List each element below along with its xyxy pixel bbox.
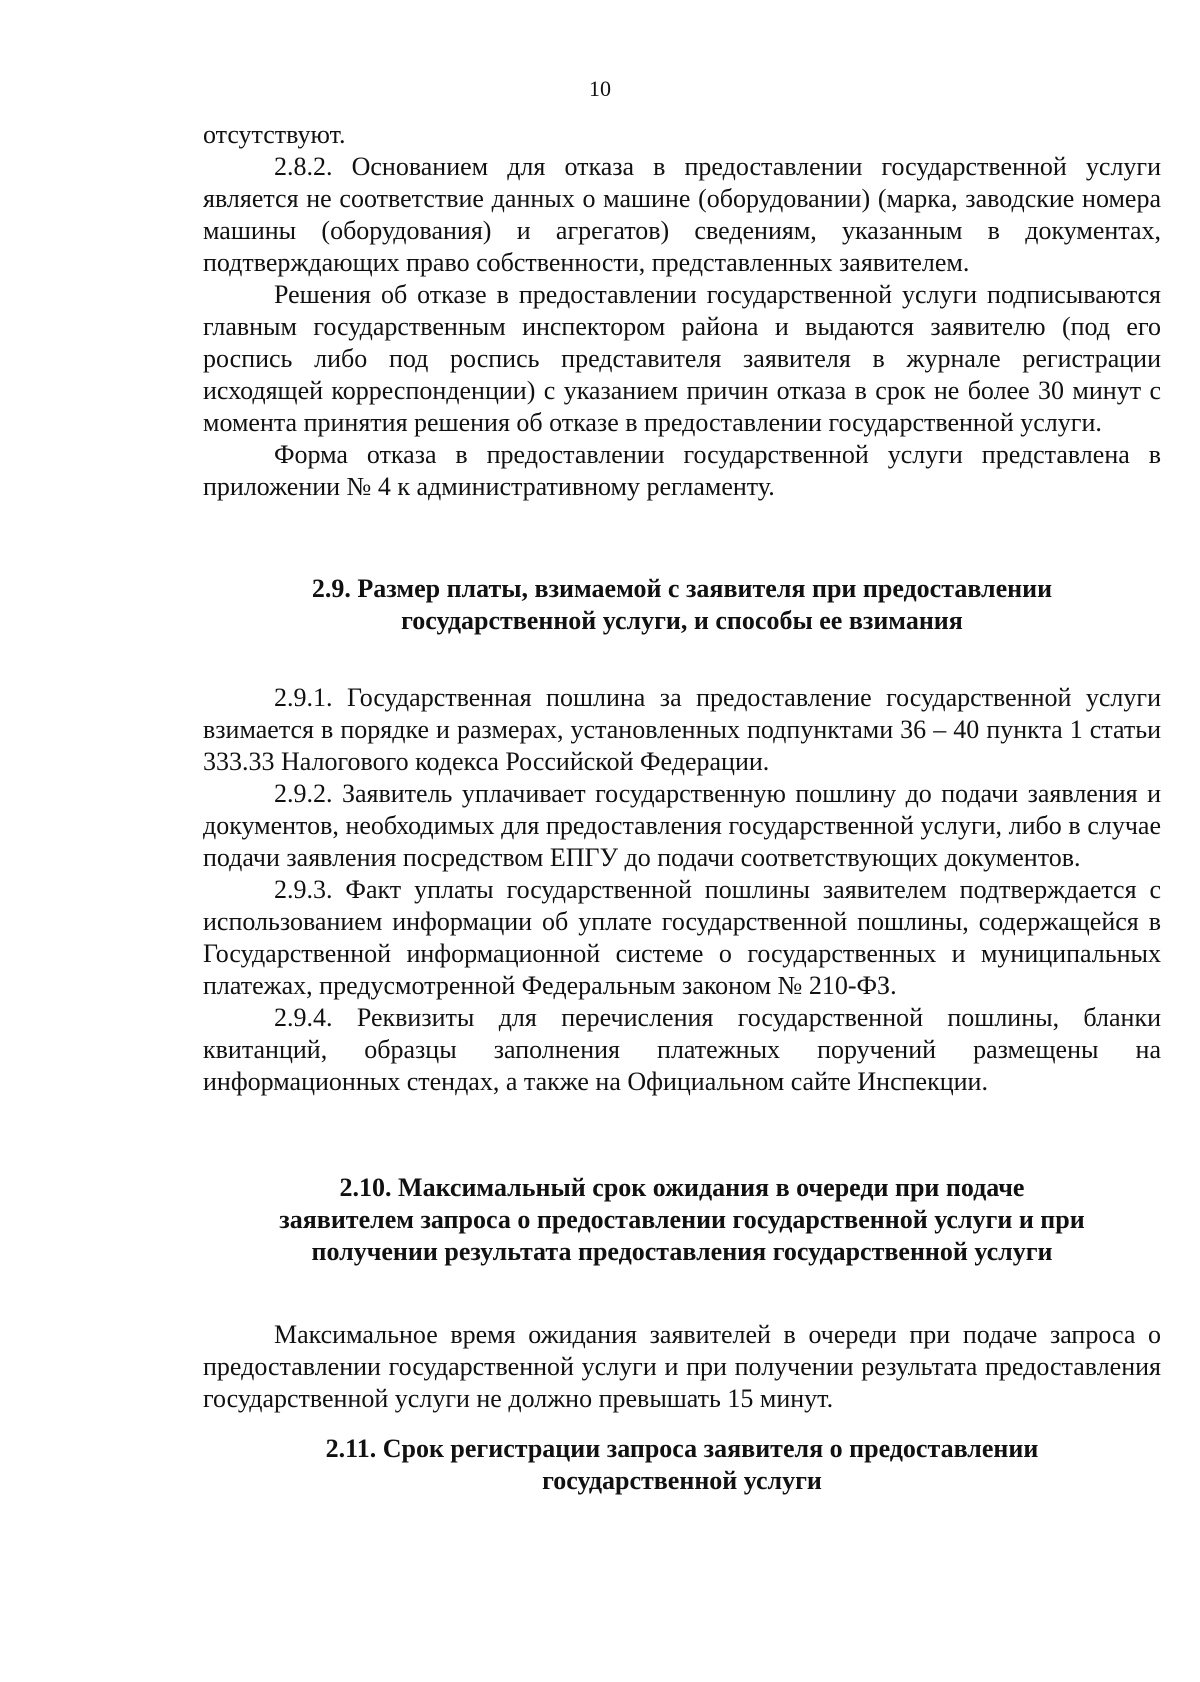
page-number: 10 [589, 76, 611, 101]
paragraph-2-9-4: 2.9.4. Реквизиты для перечисления государственной пошлины, бланки квитанций, образцы заполнения платежных поручений размещены на информационных стендах, а также на Официальном сайте Инспекции. [203, 1003, 1161, 1096]
heading-2-10-line-2: заявителем запроса о предоставлении государственной услуги и при [279, 1205, 1085, 1234]
heading-2-11 [203, 1433, 1161, 1497]
heading-2-9-line-2: государственной услуги, и способы ее взимания [401, 606, 963, 635]
heading-2-11-line-2: государственной услуги [542, 1466, 822, 1495]
paragraph-refusal-decisions: Решения об отказе в предоставлении государственной услуги подписываются главным государственным инспектором района и выдаются заявителю (под его роспись либо под роспись представителя заявителя в журнале регистрации исходящей корреспонденции) с указанием причин отказа в срок не более 30 минут с момента принятия решения об отказе в предоставлении государственной услуги. [203, 280, 1161, 437]
heading-2-9-line-1: 2.9. Размер платы, взимаемой с заявителя при предоставлении [311, 574, 1053, 603]
heading-2-9 [203, 573, 1161, 637]
paragraph-continuation: отсутствуют. [203, 120, 346, 149]
paragraph-2-8-2: 2.8.2. Основанием для отказа в предоставлении государственной услуги является не соответствие данных о машине (оборудовании) (марка, заводские номера машины (оборудования) и агрегатов) сведениям, указанным в документах, подтверждающих право собственности, представленных заявителем. [203, 152, 1161, 277]
section-2-10-text [203, 1319, 1161, 1415]
section-2-9-text [203, 682, 1161, 1098]
paragraph-refusal-form: Форма отказа в предоставлении государственной услуги представлена в приложении № 4 к административному регламенту. [203, 440, 1161, 501]
paragraph-2-9-3: 2.9.3. Факт уплаты государственной пошлины заявителем подтверждается с использованием информации об уплате государственной пошлины, содержащейся в Государственной информационной системе о государственных и муниципальных платежах, предусмотренной Федеральным законом № 210-ФЗ. [203, 875, 1161, 1000]
section-2-8-text [203, 119, 1161, 503]
heading-2-10-line-3: получении результата предоставления государственной услуги [311, 1237, 1053, 1266]
paragraph-max-waiting-time: Максимальное время ожидания заявителей в очереди при подаче запроса о предоставлении государственной услуги и при получении результата предоставления государственной услуги не должно превышать 15 минут. [203, 1320, 1161, 1413]
paragraph-2-9-2: 2.9.2. Заявитель уплачивает государственную пошлину до подачи заявления и документов, необходимых для предоставления государственной услуги, либо в случае подачи заявления посредством ЕПГУ до подачи соответствующих документов. [203, 779, 1161, 872]
heading-2-10-line-1: 2.10. Максимальный срок ожидания в очереди при подаче [339, 1173, 1025, 1202]
paragraph-2-9-1: 2.9.1. Государственная пошлина за предоставление государственной услуги взимается в порядке и размерах, установленных подпунктами 36 – 40 пункта 1 статьи 333.33 Налогового кодекса Российской Федерации. [203, 683, 1161, 776]
heading-2-10 [203, 1172, 1161, 1268]
heading-2-11-line-1: 2.11. Срок регистрации запроса заявителя о предоставлении [325, 1434, 1039, 1463]
